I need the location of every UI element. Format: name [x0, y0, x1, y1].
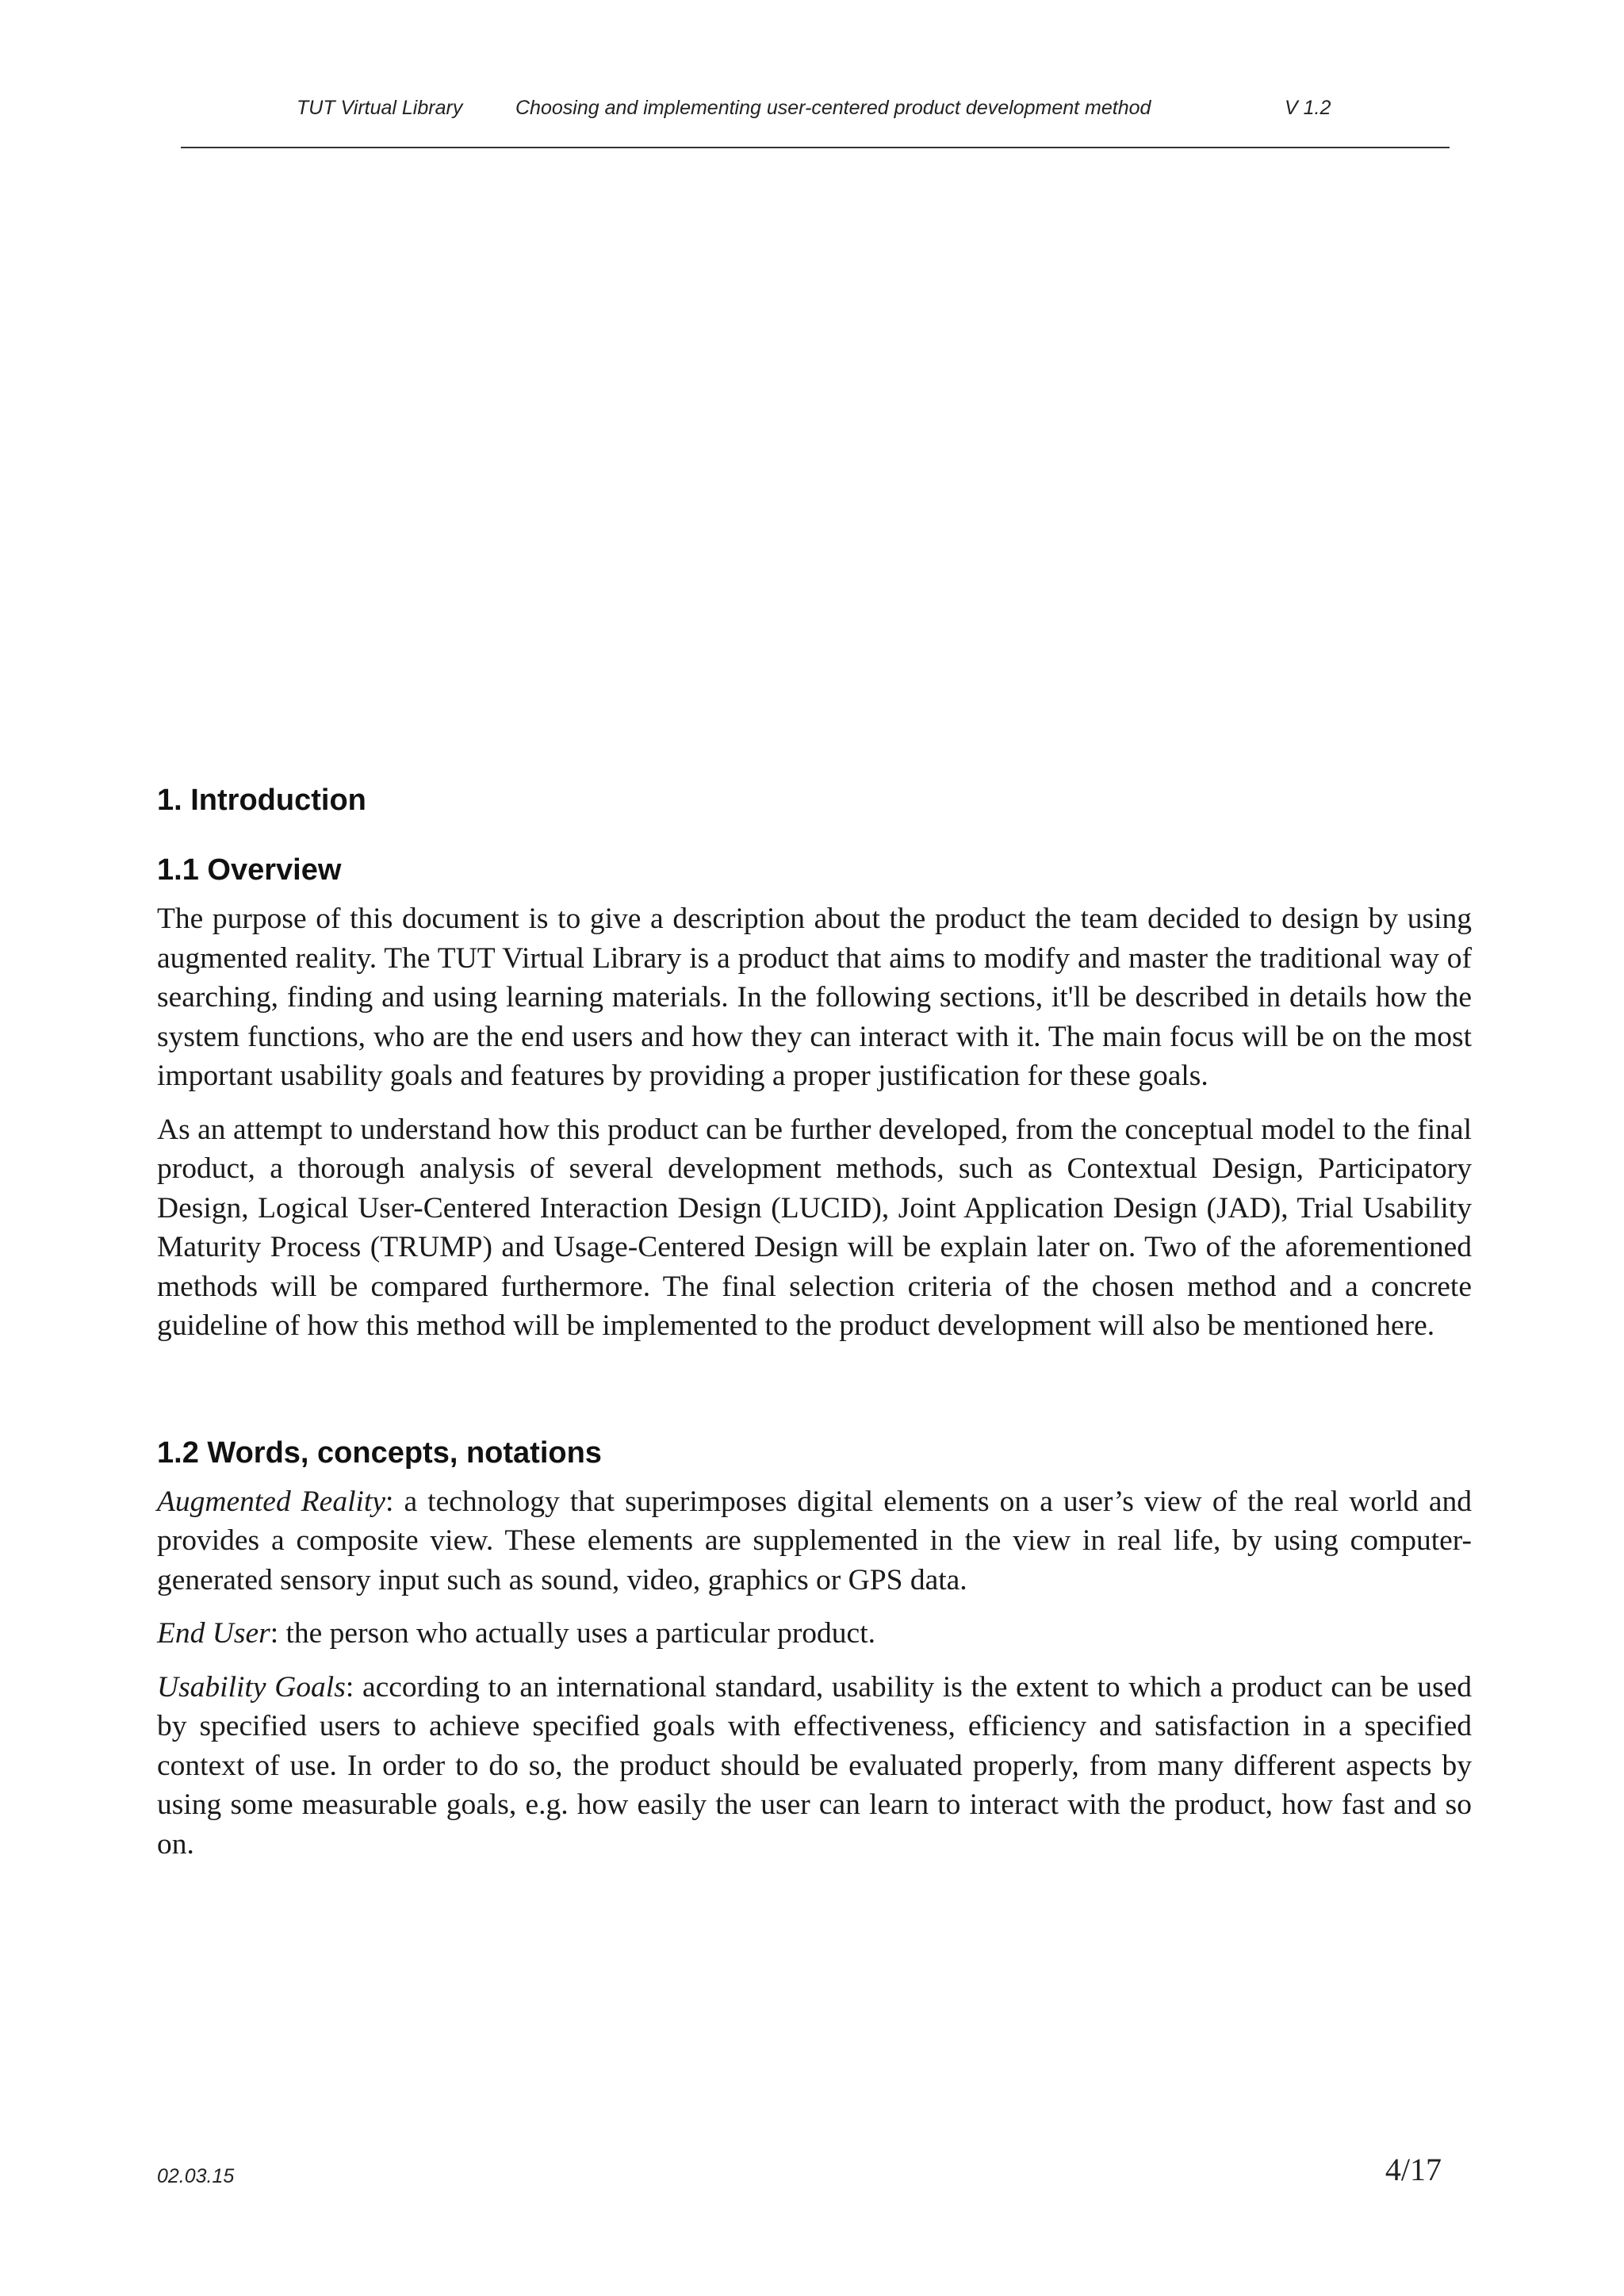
- definition-text: : the person who actually uses a particular product.: [270, 1617, 875, 1650]
- definition-term: End User: [157, 1617, 270, 1650]
- definition-augmented-reality: [157, 1482, 1472, 1600]
- section-heading-introduction: 1. Introduction: [157, 784, 366, 817]
- definition-term: Usability Goals: [157, 1670, 346, 1704]
- section-spacer: [157, 1360, 1472, 1433]
- overview-paragraph-1: The purpose of this document is to give a description about the product the team decided to design by using augmented reality. The TUT Virtual Library is a product that aims to modify and master the traditional way of searching, finding and using learning materials. In the following sections, it'll be described in details how the system functions, who are the end users and how they can interact with it. The main focus will be on the most important usability goals and features by providing a proper justification for these goals.: [157, 903, 1472, 1092]
- header-product-name: TUT Virtual Library: [297, 97, 463, 119]
- document-body: [157, 780, 1472, 1878]
- section-heading-overview: 1.1 Overview: [157, 853, 342, 887]
- header-document-title: Choosing and implementing user-centered product development method: [515, 97, 1151, 119]
- footer-date: 02.03.15: [157, 2165, 235, 2187]
- definition-usability-goals: [157, 1668, 1472, 1865]
- definition-text: : according to an international standard, usability is the extent to which a product can be used by specified users to achieve specified goals with effectiveness, efficiency and satisfaction in a specified context of use. In order to do so, the product should be evaluated properly, from many different aspects by using some measurable goals, e.g. how easily the user can learn to interact with the product, how fast and so on.: [157, 1670, 1473, 1861]
- page-header: [181, 89, 1443, 136]
- definition-text: : a technology that superimposes digital elements on a user’s view of the real world and provides a composite view. These elements are supplemented in the view in real life, by using computer-generated sensory input such as sound, video, graphics or GPS data.: [157, 1485, 1472, 1596]
- header-divider: [181, 147, 1450, 148]
- header-version: V 1.2: [1285, 97, 1331, 119]
- definition-term: Augmented Reality: [157, 1485, 385, 1518]
- overview-paragraph-2: As an attempt to understand how this product can be further developed, from the conceptual model to the final product, a thorough analysis of several development methods, such as Contextual Design, Participatory Design, Logical User-Centered Interaction Design (LUCID), Joint Application Design (JAD), Trial Usability Maturity Process (TRUMP) and Usage-Centered Design will be explain later on. Two of the aforementioned methods will be compared furthermore. The final selection criteria of the chosen method and a concrete guideline of how this method will be implemented to the product development will also be mentioned here.: [157, 1113, 1472, 1342]
- section-heading-words-concepts: 1.2 Words, concepts, notations: [157, 1435, 602, 1470]
- definition-end-user: [157, 1614, 1472, 1654]
- page-number: 4/17: [1385, 2152, 1442, 2187]
